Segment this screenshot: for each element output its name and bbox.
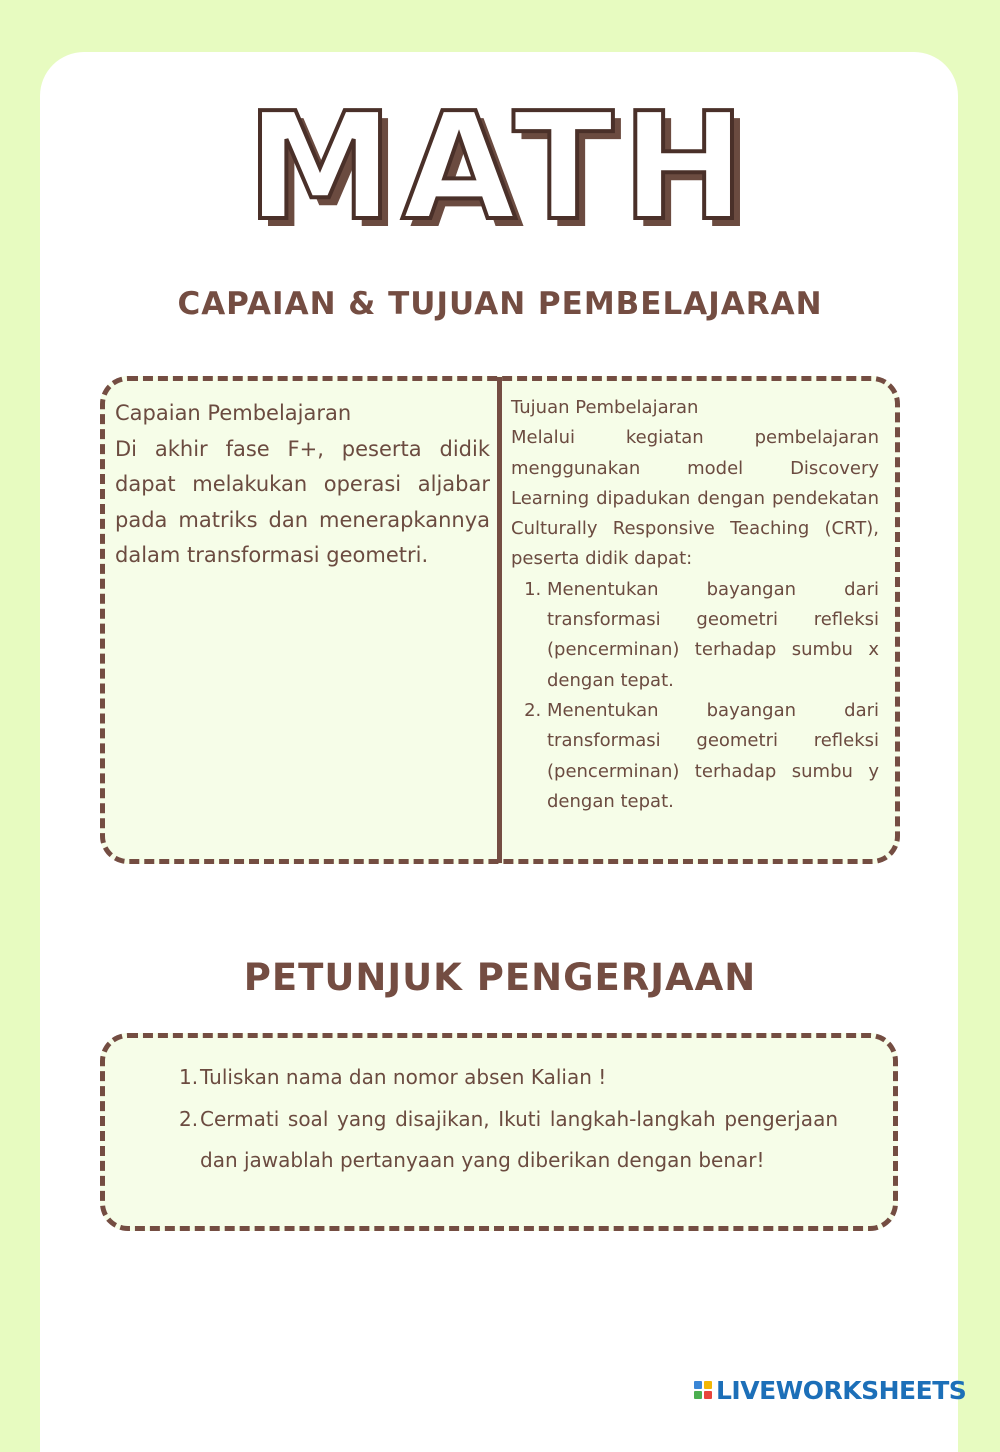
- section-heading-capaian-tujuan: CAPAIAN & TUJUAN PEMBELAJARAN: [177, 286, 823, 322]
- logo-square-yellow: [704, 1381, 712, 1389]
- list-item: [179, 1057, 838, 1099]
- liveworksheets-brand[interactable]: [694, 1374, 966, 1406]
- instructions-list: [179, 1057, 838, 1182]
- logo-square-blue: [694, 1381, 702, 1389]
- step-text: Cermati soal yang disajikan, Ikuti langkah-langkah pengerjaan dan jawablah pertanyaan yang diberikan dengan benar!: [200, 1106, 838, 1172]
- tujuan-list: [511, 575, 879, 817]
- step-text: Tuliskan nama dan nomor absen Kalian !: [200, 1065, 607, 1089]
- capaian-body: Di akhir fase F+, peserta didik dapat melakukan operasi aljabar pada matriks dan menerapkannya dalam transformasi geometri.: [115, 436, 490, 567]
- capaian-column: [115, 396, 490, 574]
- tujuan-title: Tujuan Pembelajaran: [511, 397, 699, 418]
- step-number: 1.: [179, 1065, 199, 1089]
- logo-square-green: [694, 1391, 702, 1399]
- tujuan-intro: Melalui kegiatan pembelajaran menggunakan model Discovery Learning dipadukan dengan pendekatan Culturally Responsive Teaching (CRT), peserta didik dapat:: [511, 427, 879, 570]
- logo-square-red: [704, 1391, 712, 1399]
- brand-name: LIVEWORKSHEETS: [716, 1375, 967, 1405]
- tujuan-column: [511, 393, 879, 817]
- section-heading-petunjuk: PETUNJUK PENGERJAAN: [243, 956, 757, 999]
- list-item: 2. Menentukan bayangan dari transformasi geometri refleksi (pencerminan) terhadap sumbu y dengan tepat.: [547, 696, 879, 817]
- step-number: 2.: [179, 1106, 199, 1131]
- page-title: MATH: [246, 81, 754, 253]
- capaian-title: Capaian Pembelajaran: [115, 401, 352, 425]
- liveworksheets-logo-icon: [694, 1381, 712, 1399]
- objectives-divider: [497, 377, 502, 863]
- list-item: 1. Menentukan bayangan dari transformasi geometri refleksi (pencerminan) terhadap sumbu x dengan tepat.: [547, 575, 879, 696]
- list-item: [179, 1099, 838, 1182]
